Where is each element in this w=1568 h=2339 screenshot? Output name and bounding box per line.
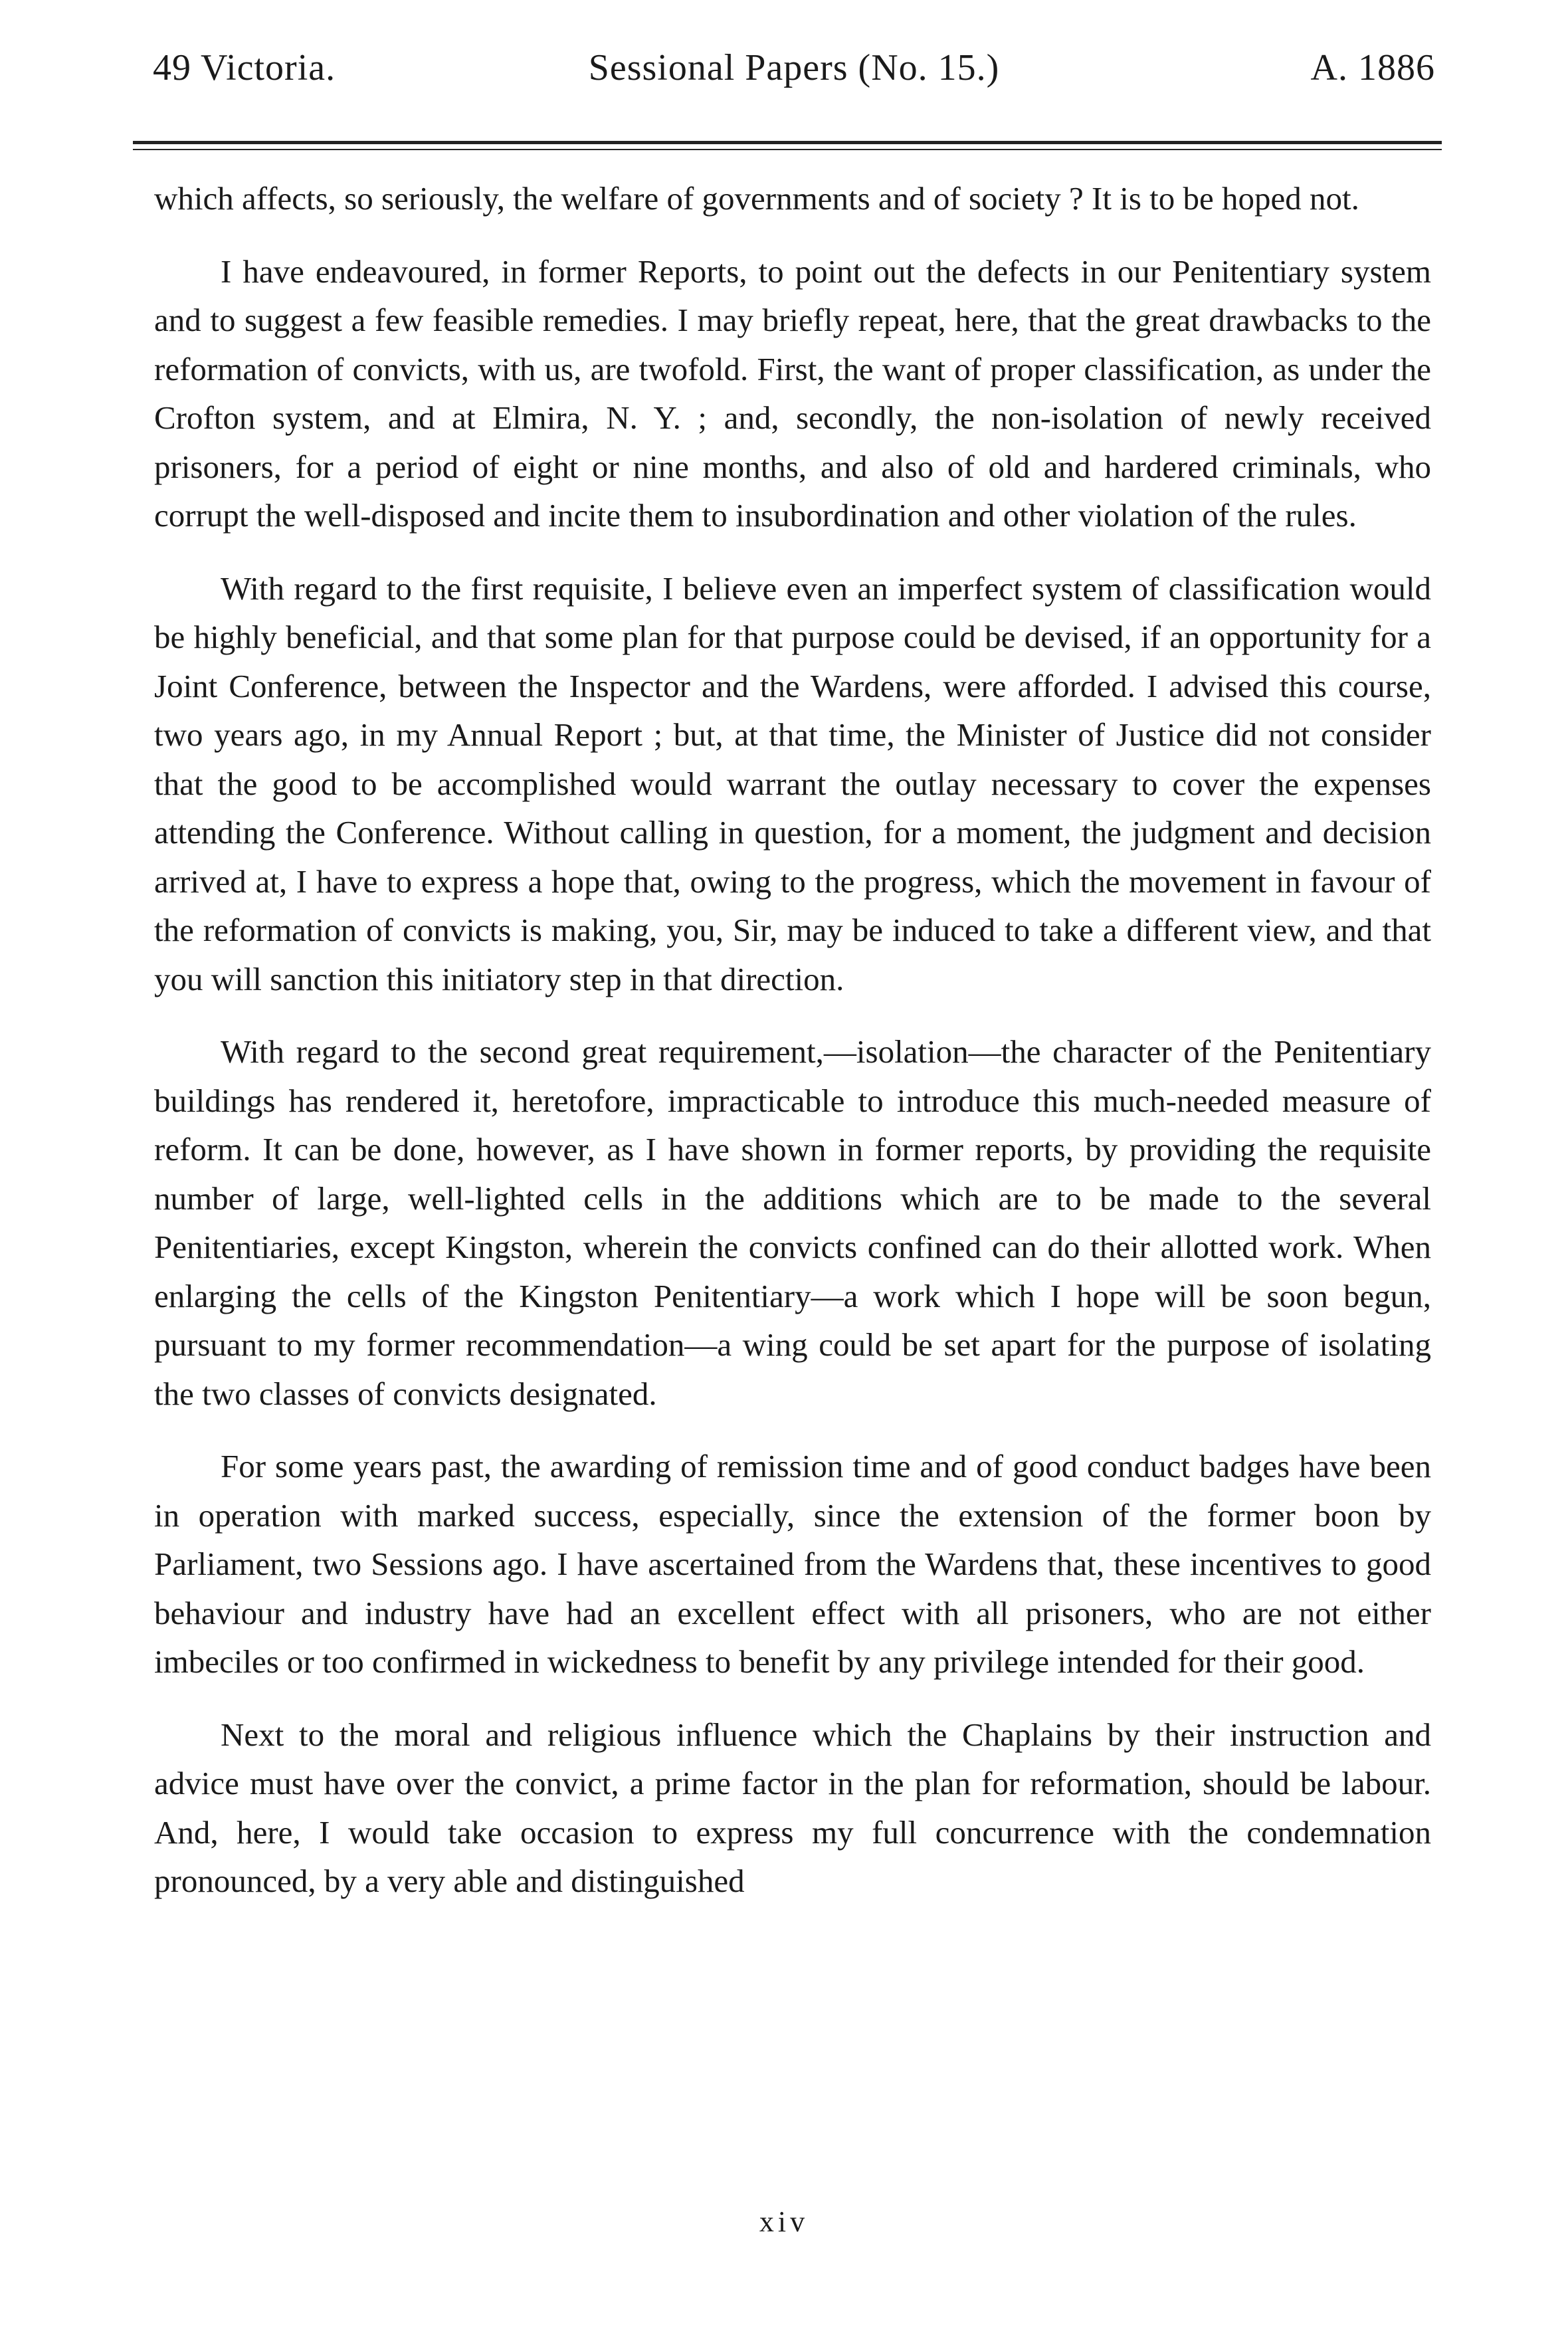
paragraph-defects: I have endeavoured, in former Reports, to point out the defects in our Penitentiary system and to suggest a few feasible remedies. I may briefly repeat, here, that the great drawbacks to the reformation of convicts, with us, are twofold. First, the want of proper classification, as under the Crofton system, and at Elmira, N. Y. ; and, secondly, the non-isolation of newly received prisoners, for a period of eight or nine months, and also of old and hardered criminals, who corrupt the well-disposed and incite them to insubordination and other violation of the rules.	[154, 253, 1431, 534]
paragraph-classification: With regard to the first requisite, I believe even an imperfect system of classification would be highly beneficial, and that some plan for that purpose could be devised, if an opportunity for a Joint Conference, between the Inspector and the Wardens, were afforded. I advised this course, two years ago, in my Annual Report ; but, at that time, the Minister of Justice did not consider that the good to be accomplished would warrant the outlay necessary to cover the expenses attending the Conference. Without calling in question, for a moment, the judgment and decision arrived at, I have to express a hope that, owing to the progress, which the movement in favour of the reformation of convicts is making, you, Sir, may be induced to take a different view, and that you will sanction this initiatory step in that direction.	[154, 569, 1431, 997]
header-series-title: Sessional Papers (No. 15.)	[588, 47, 1000, 88]
paragraph-labour: Next to the moral and religious influence which the Chaplains by their instruction and advice must have over the convict, a prime factor in the plan for reformation, should be labour. And, here, I would take occasion to express my full concurrence with the condemnation pronounced, by a very able and distinguished	[154, 1716, 1431, 1899]
header-rule-thick	[133, 141, 1442, 144]
header-year: A. 1886	[1310, 47, 1435, 88]
paragraph-remission: For some years past, the awarding of remission time and of good conduct badges have been in operation with marked success, especially, since the extension of the former boon by Parliament, two Sessions ago. I have ascertained from the Wardens that, these incentives to good behaviour and industry have had an excellent effect with all prisoners, who are not either imbeciles or too confirmed in wickedness to benefit by any privilege intended for their good.	[154, 1448, 1431, 1680]
body-text	[154, 174, 1431, 1906]
running-head	[153, 47, 1435, 106]
paragraph-continuation: which affects, so seriously, the welfare of governments and of society ? It is to be hoped not.	[154, 180, 1359, 217]
paragraph-isolation: With regard to the second great requirement,—isolation—the character of the Penitentiary buildings has rendered it, heretofore, impracticable to introduce this much-needed measure of reform. It can be done, however, as I have shown in former reports, by providing the requisite number of large, well-lighted cells in the additions which are to be made to the several Penitentiaries, except Kingston, wherein the convicts confined can do their allotted work. When enlarging the cells of the Kingston Penitentiary—a work which I hope will be soon begun, pursuant to my former recommendation—a wing could be set apart for the purpose of isolating the two classes of convicts designated.	[154, 1033, 1431, 1412]
header-rule-thin	[133, 149, 1442, 150]
page-number: xiv	[759, 2205, 809, 2238]
header-regnal-year: 49 Victoria.	[153, 47, 336, 88]
